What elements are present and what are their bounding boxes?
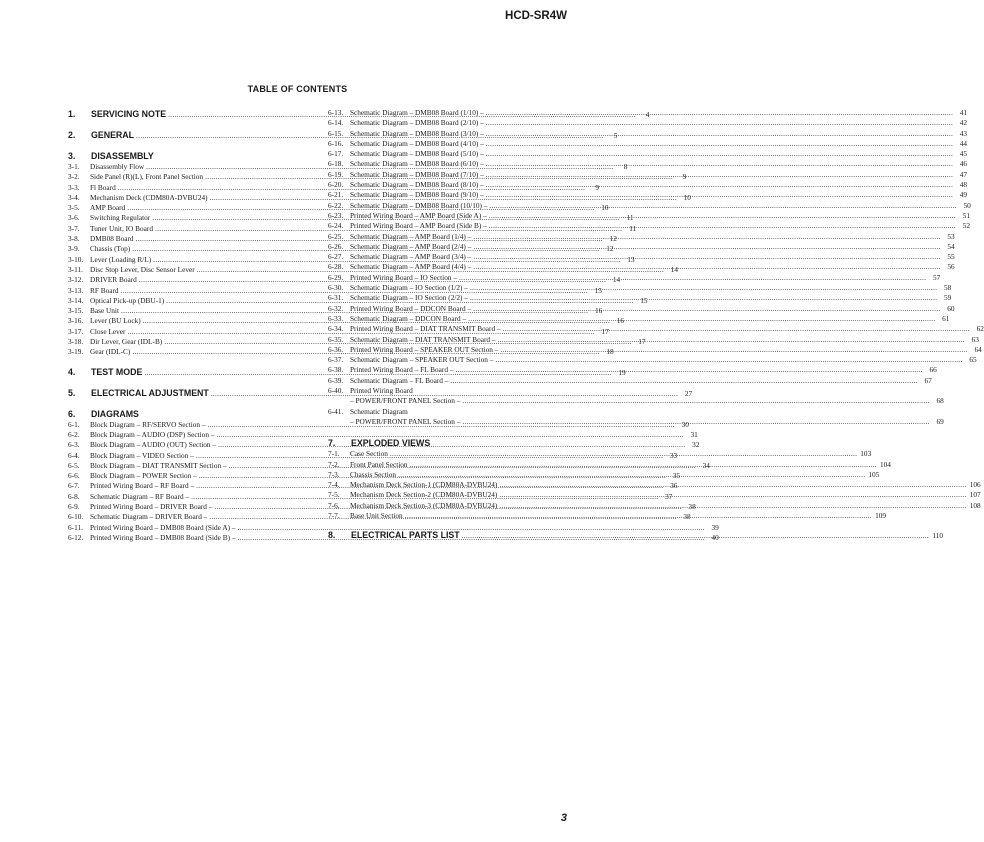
toc-entry-page: 4 [645, 110, 650, 119]
toc-leader-dots [473, 252, 940, 262]
toc-entry-number: 3-12. [68, 275, 84, 285]
toc-entry-page: 38 [683, 512, 691, 522]
toc-entry-page: 54 [947, 241, 955, 251]
toc-entry-title: Schematic Diagram – DMB08 Board (6/10) – [350, 159, 484, 169]
toc-entry [328, 407, 570, 417]
toc-entry-title: Block Diagram – AUDIO (DSP) Section – [90, 429, 215, 439]
toc-section-heading [68, 150, 308, 162]
toc-entry-title: Block Diagram – DIAT TRANSMIT Section – [90, 460, 227, 470]
toc-entry-page: 37 [665, 491, 673, 501]
toc-entry-title: Printed Wiring Board – FL Board – [350, 365, 454, 375]
toc-entry-number: 3-2. [68, 172, 80, 182]
toc-entry-number: 7. [328, 438, 336, 449]
toc-entry-number: 6-25. [328, 231, 344, 241]
toc-entry-title: Schematic Diagram – AMP Board (2/4) – [350, 241, 472, 251]
toc-entry-page: 14 [670, 264, 679, 274]
toc-entry-number: 3-11. [68, 264, 83, 274]
toc-entry-title: Schematic Diagram – DDCON Board – [350, 313, 467, 323]
toc-entry-number: 5. [68, 387, 76, 398]
toc-entry-number: 7-3. [328, 469, 340, 479]
toc-entry-title: Printed Wiring Board – SPEAKER OUT Section – [350, 344, 499, 354]
toc-entry-page: 9 [682, 172, 687, 182]
toc-entry-page: 13 [627, 254, 635, 264]
toc-entry-title: Schematic Diagram – DRIVER Board – [90, 512, 208, 522]
toc-entry-title: Block Diagram – AUDIO (OUT) Section – [90, 440, 217, 450]
toc-entry-page: 51 [962, 210, 971, 220]
toc-entry-page: 53 [947, 231, 955, 241]
toc-entry [68, 429, 698, 440]
toc-entry-title: Tuner Unit, IO Board [90, 223, 153, 233]
toc-leader-dots [398, 470, 865, 480]
toc-entry-title: Dir Lever, Gear (IDL-B) [90, 337, 163, 347]
toc-entry [328, 355, 977, 365]
toc-entry-number: 6-21. [328, 190, 344, 200]
toc-entry-title: Optical Pick-up (DBU-1) [90, 295, 165, 305]
toc-entry-number: 7-1. [328, 449, 340, 459]
toc-entry-page: 9 [595, 182, 600, 192]
toc-entry-number: 3-14. [68, 295, 84, 305]
toc-entry-page: 67 [924, 375, 932, 385]
toc-entry-title: Fl Board [90, 182, 116, 192]
toc-entry-title: – POWER/FRONT PANEL Section – [350, 416, 461, 426]
toc-entry-number: 6-32. [328, 303, 344, 313]
toc-leader-dots [468, 314, 935, 324]
toc-entry-page: 11 [629, 223, 637, 233]
toc-entry-page: 5 [613, 131, 618, 140]
toc-leader-dots [390, 449, 857, 459]
toc-entry-page: 43 [959, 128, 968, 138]
toc-entry-number: 3-17. [68, 326, 84, 336]
toc-leader-dots [486, 129, 953, 139]
toc-entry-page: 32 [692, 440, 700, 450]
toc-entry-title: DMB08 Board [90, 234, 134, 244]
toc-entry-number: 6-3. [68, 440, 80, 450]
toc-leader-dots [470, 283, 937, 293]
toc-entry-title: Close Lever [90, 326, 126, 336]
toc-entry-title: Schematic Diagram – DMB08 Board (10/10) – [350, 200, 488, 210]
toc-entry-number: 6-40. [328, 386, 344, 396]
toc-entry-title: Schematic Diagram – DMB08 Board (8/10) – [350, 180, 484, 190]
toc-entry-page: 12 [606, 244, 614, 254]
toc-entry [68, 522, 719, 533]
toc-leader-dots [462, 530, 929, 542]
toc-entry-page: 39 [711, 522, 719, 532]
toc-leader-dots [498, 335, 965, 345]
toc-entry-title: Chassis Section [350, 469, 397, 479]
toc-entry-number: 6-8. [68, 491, 80, 501]
toc-title: TABLE OF CONTENTS [247, 84, 348, 94]
toc-entry-number: 3-7. [68, 223, 80, 233]
toc-entry-number: 3-10. [68, 254, 84, 264]
toc-entry-title: Printed Wiring Board – AMP Board (Side B) – [350, 221, 487, 231]
toc-entry-number: 3. [68, 151, 76, 161]
toc-entry-page: 106 [969, 480, 981, 490]
toc-entry-page: 17 [601, 326, 609, 336]
toc-entry-title: Printed Wiring Board – DDCON Board – [350, 303, 472, 313]
toc-leader-dots [473, 262, 940, 272]
toc-entry-page: 107 [969, 490, 981, 500]
toc-entry [328, 386, 570, 396]
toc-entry-title: Printed Wiring Board – DRIVER Board – [90, 502, 213, 512]
toc-entry-title: DIAGRAMS [91, 408, 139, 419]
toc-entry-page: 61 [942, 313, 950, 323]
toc-entry-number: 6-6. [68, 471, 80, 481]
toc-entry-page: 18 [606, 347, 614, 357]
toc-leader-dots [459, 273, 926, 283]
toc-entry-page: 59 [943, 293, 952, 303]
toc-leader-dots [486, 149, 953, 159]
toc-entry-number: 6-17. [328, 149, 344, 159]
toc-entry-number: 3-18. [68, 337, 84, 347]
toc-entry-number: 6-24. [328, 221, 344, 231]
toc-entry-number: 6-41. [328, 406, 344, 416]
toc-entry-number: 3-6. [68, 213, 80, 223]
toc-entry-page: 44 [959, 138, 968, 148]
toc-entry-number: 6-29. [328, 272, 344, 282]
toc-entry-number: 6. [68, 408, 76, 419]
toc-entry-title: Schematic Diagram – SPEAKER OUT Section – [350, 355, 494, 365]
toc-entry-number: 6-34. [328, 324, 344, 334]
toc-entry-number: 6-20. [328, 180, 344, 190]
toc-entry-number: 6-35. [328, 334, 344, 344]
toc-entry-title: GENERAL [91, 130, 135, 140]
toc-entry-title: SERVICING NOTE [91, 109, 167, 119]
toc-entry-number: 6-19. [328, 169, 344, 179]
toc-entry-page: 57 [933, 272, 941, 282]
toc-entry-number: 3-19. [68, 347, 84, 357]
toc-entry-number: 7-5. [328, 490, 340, 500]
toc-entry-page: 12 [609, 234, 617, 244]
toc-entry-title: Switching Regulator [90, 213, 151, 223]
toc-leader-dots [473, 232, 940, 242]
toc-entry-title: Printed Wiring Board – DMB08 Board (Side B) – [90, 532, 236, 542]
toc-entry-number: 3-9. [68, 244, 80, 254]
toc-entry-number: 6-27. [328, 252, 344, 262]
toc-entry-page: 110 [932, 531, 943, 541]
toc-entry-title: Schematic Diagram [350, 406, 408, 416]
toc-leader-dots [499, 480, 966, 490]
toc-entry-number: 6-14. [328, 118, 344, 128]
toc-entry-page: 50 [963, 200, 971, 210]
toc-entry-page: 42 [959, 118, 968, 128]
toc-entry-title: TEST MODE [91, 366, 143, 377]
toc-entry [328, 138, 968, 149]
toc-entry-page: 15 [594, 285, 602, 295]
toc-entry-title: Schematic Diagram – AMP Board (4/4) – [350, 262, 472, 272]
toc-entry-page: 65 [969, 355, 977, 365]
toc-entry-number: 6-4. [68, 450, 80, 460]
toc-entry-number: 7-6. [328, 500, 340, 510]
toc-entry [328, 396, 944, 406]
toc-entry-page: 104 [879, 459, 891, 469]
toc-leader-dots [489, 221, 956, 231]
toc-leader-dots [489, 201, 956, 211]
toc-entry-number: 6-15. [328, 128, 344, 138]
toc-entry-title: Schematic Diagram – DMB08 Board (4/10) – [350, 138, 484, 148]
toc-entry-number: 3-3. [68, 182, 80, 192]
toc-entry-title: DISASSEMBLY [91, 151, 154, 161]
toc-entry-title: Schematic Diagram – DMB08 Board (3/10) – [350, 128, 484, 138]
toc-section-heading [68, 408, 308, 420]
toc-leader-dots [455, 365, 922, 375]
toc-entry-page: 17 [638, 337, 646, 347]
toc-entry-page: 49 [959, 190, 968, 200]
toc-entry-title: Schematic Diagram – DIAT TRANSMIT Board – [350, 334, 496, 344]
toc-leader-dots [405, 511, 872, 521]
toc-entry-title: Printed Wiring Board – DMB08 Board (Side A) – [90, 522, 236, 532]
toc-leader-dots [486, 180, 953, 190]
toc-leader-dots [486, 159, 953, 169]
toc-entry-title: Printed Wiring Board – RF Board – [90, 481, 195, 491]
toc-entry-page: 15 [640, 295, 648, 305]
toc-entry-title: Case Section [350, 449, 388, 459]
toc-entry-page: 27 [684, 388, 693, 398]
toc-entry-page: 10 [683, 192, 691, 202]
toc-entry-page: 63 [971, 334, 979, 344]
toc-entry-page: 40 [711, 532, 719, 542]
toc-entry-title: Schematic Diagram – IO Section (1/2) – [350, 283, 468, 293]
toc-entry-number: 6-36. [328, 344, 344, 354]
toc-leader-dots [410, 460, 877, 470]
toc-entry-title: Disassembly Flow [90, 162, 145, 171]
toc-entry-page: 48 [959, 180, 968, 190]
toc-entry-number: 1. [68, 109, 76, 119]
toc-entry-title: Block Diagram – VIDEO Section – [90, 450, 194, 460]
toc-entry [328, 159, 968, 169]
toc-leader-dots [499, 501, 966, 511]
toc-entry-page: 16 [616, 316, 624, 326]
toc-entry-title: Mechanism Deck (CDM80A-DVBU24) [90, 192, 208, 202]
toc-entry-number: 6-9. [68, 502, 80, 512]
toc-entry-page: 56 [947, 262, 955, 272]
toc-entry-title: Block Diagram – POWER Section – [90, 471, 197, 481]
toc-entry-number: 6-39. [328, 375, 344, 385]
toc-entry-title: DRIVER Board [90, 275, 137, 285]
toc-entry-title: EXPLODED VIEWS [351, 438, 431, 449]
toc-entry-page: 103 [860, 449, 872, 459]
toc-entry-page: 55 [947, 252, 955, 262]
toc-entry-page: 33 [669, 450, 678, 460]
toc-leader-dots [473, 242, 940, 252]
toc-entry-page: 68 [936, 396, 944, 406]
toc-entry-page: 19 [618, 367, 626, 377]
toc-entry-title: ELECTRICAL PARTS LIST [351, 530, 460, 541]
toc-entry-number: 7-2. [328, 459, 340, 469]
toc-entry-number: 3-4. [68, 192, 80, 202]
toc-leader-dots [500, 345, 967, 355]
toc-entry [328, 200, 971, 211]
toc-entry-page: 16 [595, 306, 603, 316]
toc-leader-dots [489, 211, 956, 221]
toc-entry-title: Disc Stop Lever, Disc Sensor Lever [90, 264, 195, 274]
toc-entry [328, 149, 968, 159]
toc-entry-number: 2. [68, 130, 76, 140]
toc-entry-title: Schematic Diagram – DMB08 Board (1/10) – [350, 108, 484, 117]
toc-entry-title: Printed Wiring Board – IO Section – [350, 272, 457, 282]
toc-leader-dots [495, 355, 962, 365]
toc-entry-page: 36 [670, 481, 678, 491]
toc-entry-title: Schematic Diagram – AMP Board (1/4) – [350, 231, 472, 241]
toc-entry-title: Schematic Diagram – DMB08 Board (7/10) – [350, 169, 484, 179]
toc-entry-title: Side Panel (R)(L), Front Panel Section [90, 172, 204, 182]
toc-entry-number: 6-37. [328, 355, 344, 365]
toc-entry-title: Schematic Diagram – AMP Board (3/4) – [350, 252, 472, 262]
toc-entry-title: Block Diagram – RF/SERVO Section – [90, 419, 206, 429]
toc-entry-number: 6-5. [68, 460, 80, 470]
toc-entry-page: 8 [623, 162, 628, 171]
toc-entry-page: 14 [612, 275, 621, 285]
toc-entry-title: Base Unit [90, 306, 119, 316]
toc-entry-number: 6-31. [328, 293, 344, 303]
toc-entry-title: Printed Wiring Board – DIAT TRANSMIT Board – [350, 324, 501, 334]
toc-entry-number: 6-12. [68, 532, 84, 542]
toc-entry-page: 109 [875, 510, 887, 520]
toc-entry-title: Schematic Diagram – IO Section (2/2) – [350, 293, 468, 303]
toc-entry-number: 3-15. [68, 306, 84, 316]
toc-entry-title: ELECTRICAL ADJUSTMENT [91, 387, 209, 398]
toc-entry-number: 6-7. [68, 481, 80, 491]
toc-entry-title: Schematic Diagram – RF Board – [90, 491, 190, 501]
toc-entry [328, 180, 968, 190]
toc-leader-dots [486, 190, 953, 200]
toc-leader-dots [486, 108, 953, 118]
toc-entry-title: – POWER/FRONT PANEL Section – [350, 396, 461, 406]
toc-entry-title: Schematic Diagram – DMB08 Board (5/10) – [350, 149, 484, 159]
toc-entry-page: 52 [962, 221, 971, 231]
toc-entry-title: Gear (IDL-C) [90, 347, 131, 357]
toc-entry-number: 6-16. [328, 138, 344, 148]
toc-entry-page: 11 [626, 213, 634, 223]
toc-leader-dots [473, 304, 940, 314]
toc-entry-page: 45 [959, 149, 968, 159]
toc-entry-title: Schematic Diagram – DMB08 Board (9/10) – [350, 190, 484, 200]
toc-entry-page: 69 [936, 416, 944, 426]
toc-entry-number: 6-10. [68, 512, 84, 522]
toc-entry [328, 169, 968, 180]
page-number: 3 [560, 812, 567, 824]
toc-entry-title: Mechanism Deck Section-1 (CDM80A-DVBU24) [350, 480, 498, 490]
toc-entry [328, 108, 968, 118]
toc-leader-dots [462, 417, 929, 427]
toc-entry-page: 34 [702, 460, 710, 470]
toc-entry-number: 7-7. [328, 510, 340, 520]
toc-entry-number: 4. [68, 366, 76, 377]
toc-leader-dots [486, 170, 953, 180]
toc-entry-title: Mechanism Deck Section-3 (CDM80A-DVBU24) [350, 500, 498, 510]
toc-entry-title: Printed Wiring Board [350, 386, 413, 396]
toc-leader-dots [462, 396, 929, 406]
toc-entry-page: 62 [976, 324, 984, 334]
toc-entry-title: RF Board [90, 285, 119, 295]
toc-entry-title: Front Panel Section [350, 459, 408, 469]
toc-entry-page: 66 [929, 365, 937, 375]
toc-leader-dots [503, 324, 970, 334]
toc-entry-number: 6-13. [328, 108, 344, 117]
toc-entry-page: 60 [947, 303, 955, 313]
toc-entry-number: 6-18. [328, 159, 344, 169]
toc-entry-title: Mechanism Deck Section-2 (CDM80A-DVBU24) [350, 490, 498, 500]
toc-entry [328, 375, 932, 386]
toc-entry-page: 46 [959, 159, 968, 169]
toc-entry-number: 3-16. [68, 316, 84, 326]
toc-entry-number: 7-4. [328, 480, 340, 490]
model-name: HCD-SR4W [505, 10, 567, 22]
toc-entry-number: 6-28. [328, 262, 344, 272]
toc-entry-title: Lever (BU Lock) [90, 316, 141, 326]
toc-section-heading [328, 437, 570, 449]
toc-entry-title: Chassis (Top) [90, 244, 131, 254]
toc-leader-dots [486, 139, 953, 149]
toc-entry [328, 128, 968, 139]
toc-entry [328, 190, 968, 200]
toc-entry-number: 6-22. [328, 200, 344, 210]
toc-entry-number: 6-1. [68, 419, 80, 429]
toc-leader-dots [499, 490, 966, 500]
toc-entry-page: 58 [943, 283, 952, 293]
toc-entry [328, 118, 968, 128]
toc-entry-number: 6-26. [328, 241, 344, 251]
toc-entry-page: 105 [868, 469, 880, 479]
toc-leader-dots [450, 376, 917, 386]
toc-entry-page: 31 [690, 429, 698, 439]
toc-entry-number: 3-8. [68, 234, 80, 244]
toc-entry-title: Lever (Loading R/L) [90, 254, 152, 264]
toc-entry-page: 30 [681, 419, 689, 429]
toc-entry-page: 108 [969, 500, 981, 510]
toc-entry-title: Printed Wiring Board – AMP Board (Side A) – [350, 210, 487, 220]
toc-entry-title: Schematic Diagram – DMB08 Board (2/10) – [350, 118, 484, 128]
toc-entry-number: 6-30. [328, 283, 344, 293]
toc-entry-number: 3-1. [68, 162, 80, 171]
toc-entry-number: 6-38. [328, 365, 344, 375]
toc-entry-title: AMP Board [90, 203, 126, 213]
toc-leader-dots [486, 118, 953, 128]
toc-entry-page: 64 [974, 344, 982, 354]
toc-entry-page: 35 [672, 471, 681, 481]
toc-entry-number: 6-2. [68, 429, 80, 439]
toc-entry-page: 41 [959, 108, 968, 117]
toc-entry-title: Schematic Diagram – FL Board – [350, 375, 449, 385]
toc-right-column [328, 108, 984, 542]
toc-entry-number: 6-11. [68, 522, 83, 532]
toc-entry-page: 10 [601, 203, 609, 213]
toc-entry-title: Base Unit Section [350, 510, 403, 520]
toc-entry-number: 6-23. [328, 210, 344, 220]
toc-leader-dots [470, 293, 937, 303]
toc-entry-number: 3-13. [68, 285, 84, 295]
toc-entry-number: 8. [328, 530, 336, 541]
toc-entry-number: 6-33. [328, 313, 344, 323]
toc-entry-page: 47 [959, 169, 968, 179]
toc-entry-page: 38 [688, 502, 696, 512]
toc-entry-number: 3-5. [68, 203, 80, 213]
